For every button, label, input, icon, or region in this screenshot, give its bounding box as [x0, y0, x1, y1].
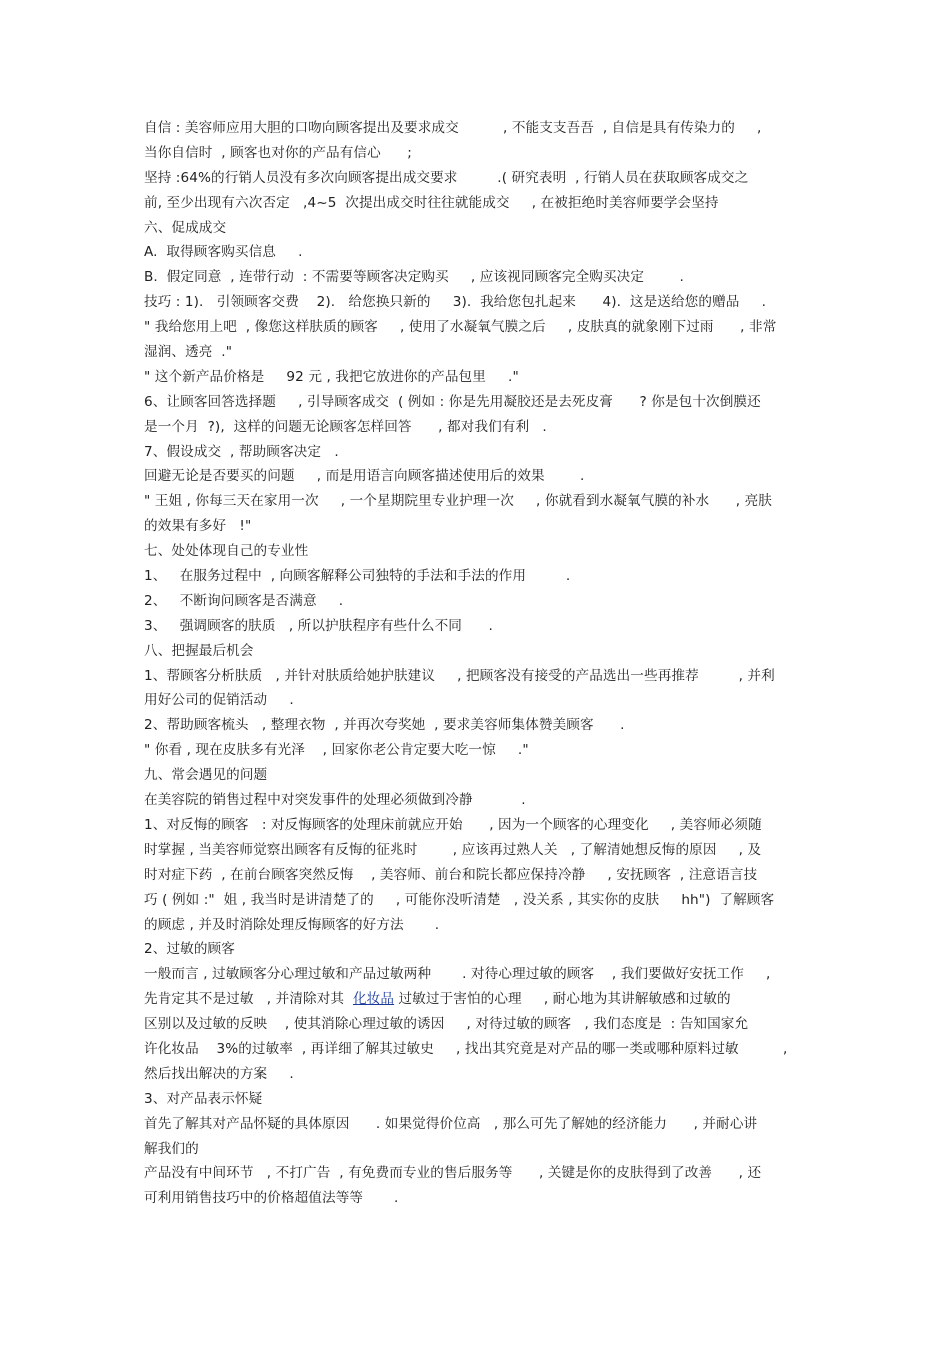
text-line: 当你自信时 , 顾客也对你的产品有信心 ;	[144, 144, 412, 161]
text-line: 3、 强调顾客的肤质 , 所以护肤程序有些什么不同 .	[144, 617, 493, 634]
text-line: 用好公司的促销活动 .	[144, 692, 294, 709]
text-line: 解我们的	[144, 1140, 199, 1157]
text-line: 的顾虑 , 并及时消除处理反悔顾客的好方法 .	[144, 916, 440, 933]
text-line: 可利用销售技巧中的价格超值法等等 .	[144, 1190, 399, 1207]
text-line: 区别以及过敏的反映 , 使其消除心理过敏的诱因 , 对待过敏的顾客 , 我们态度是 : 告知国家允	[144, 1016, 749, 1033]
text-line: 自信 : 美容师应用大胆的口吻向顾客提出及要求成交 , 不能支支吾吾 , 自信是具有传染力的 ,	[144, 120, 762, 136]
text-line: 时对症下药 , 在前台顾客突然反悔 , 美容师、前台和院长都应保持冷静 , 安抚顾客 , 注意语言技	[144, 866, 758, 883]
text-line: 是一个月 ?), 这样的问题无论顾客怎样回答 , 都对我们有利 .	[144, 418, 547, 435]
text-line: " 你看 , 现在皮肤多有光泽 , 回家你老公肯定要大吃一惊 ."	[144, 742, 529, 759]
text-line: 技巧 : 1). 引领顾客交费 2). 给您换只新的 3). 我给您包扎起来 4). 这是送给您的赠品 .	[144, 294, 766, 311]
text-line: 巧 ( 例如 :" 姐 , 我当时是讲清楚了的 , 可能你没听清楚 , 没关系 , 其实你的皮肤 hh") 了解顾客	[144, 891, 775, 908]
text-line: 3、对产品表示怀疑	[144, 1090, 263, 1107]
cosmetics-link[interactable]: 化妆品	[352, 991, 395, 1008]
text-line: 前, 至少出现有六次否定 ,4~5 次提出成交时往往就能成交 , 在被拒绝时美容师要学会坚持	[144, 194, 719, 211]
text-line: 湿润、透亮 ."	[144, 344, 233, 361]
text-line: 回避无论是否要买的问题 , 而是用语言向顾客描述使用后的效果 .	[144, 468, 585, 485]
text-line: B. 假定同意 , 连带行动 : 不需要等顾客决定购买 , 应该视同顾客完全购买决定 .	[144, 269, 684, 286]
text-line: 2、过敏的顾客	[144, 941, 235, 958]
text-line: " 王姐 , 你每三天在家用一次 , 一个星期院里专业护理一次 , 你就看到水凝氧气膜的补水 , 亮肤	[144, 493, 772, 510]
text-line: 在美容院的销售过程中对突发事件的处理必须做到冷静 .	[144, 792, 526, 809]
text-line: " 我给您用上吧 , 像您这样肤质的顾客 , 使用了水凝氧气膜之后 , 皮肤真的就象刚下过雨 , 非常	[144, 319, 777, 336]
text-line: 产品没有中间环节 , 不打广告 , 有免费而专业的售后服务等 , 关键是你的皮肤得到了改善 , 还	[144, 1165, 762, 1182]
text-line: 八、把握最后机会	[144, 642, 254, 659]
text-line: 2、帮助顾客梳头 , 整理衣物 , 并再次夸奖她 , 要求美容师集体赞美顾客 .	[144, 717, 625, 734]
text-line: 时掌握 , 当美容师觉察出顾客有反悔的征兆时 , 应该再过熟人关 , 了解清她想反悔的原因 , 及	[144, 841, 762, 858]
text-line: 首先了解其对产品怀疑的具体原因 . 如果觉得价位高 , 那么可先了解她的经济能力 , 并耐心讲	[144, 1115, 758, 1132]
text-line: 六、促成成交	[144, 219, 227, 236]
text-line: A. 取得顾客购买信息 .	[144, 244, 303, 261]
link-line-after: 过敏过于害怕的心理 , 耐心地为其讲解敏感和过敏的	[394, 991, 731, 1008]
text-line: 许化妆品 3%的过敏率 , 再详细了解其过敏史 , 找出其究竟是对产品的哪一类或哪种原料过敏 ,	[144, 1040, 788, 1057]
text-line: 七、处处体现自己的专业性	[144, 543, 309, 560]
text-line: 1、 在服务过程中 , 向顾客解释公司独特的手法和手法的作用 .	[144, 568, 571, 585]
text-line: " 这个新产品价格是 92 元 , 我把它放进你的产品包里 ."	[144, 368, 519, 385]
text-line: 的效果有多好 !"	[144, 518, 252, 535]
text-line: 1、帮顾客分析肤质 , 并针对肤质给她护肤建议 , 把顾客没有接受的产品选出一些再推荐 , 并利	[144, 667, 775, 684]
text-line: 九、常会遇见的问题	[144, 767, 268, 784]
text-line: 1、对反悔的顾客 : 对反悔顾客的处理床前就应开始 , 因为一个顾客的心理变化 , 美容师必须随	[144, 816, 762, 833]
text-line: 坚持 :64%的行销人员没有多次向顾客提出成交要求 .( 研究表明 , 行销人员在获取顾客成交之	[144, 169, 749, 186]
document-body	[144, 116, 824, 1211]
text-line: 2、 不断询问顾客是否满意 .	[144, 592, 344, 609]
text-line-with-link	[144, 987, 824, 1012]
link-line-before: 先肯定其不是过敏 , 并清除对其	[144, 991, 353, 1008]
text-line: 6、让顾客回答选择题 , 引导顾客成交 ( 例如 : 你是先用凝胶还是去死皮膏 ? 你是包十次倒膜还	[144, 393, 761, 410]
text-line: 一般而言 , 过敏顾客分心理过敏和产品过敏两种 . 对待心理过敏的顾客 , 我们要做好安抚工作 ,	[144, 966, 771, 983]
text-line: 7、假设成交 , 帮助顾客决定 .	[144, 443, 339, 460]
text-line: 然后找出解决的方案 .	[144, 1065, 294, 1082]
